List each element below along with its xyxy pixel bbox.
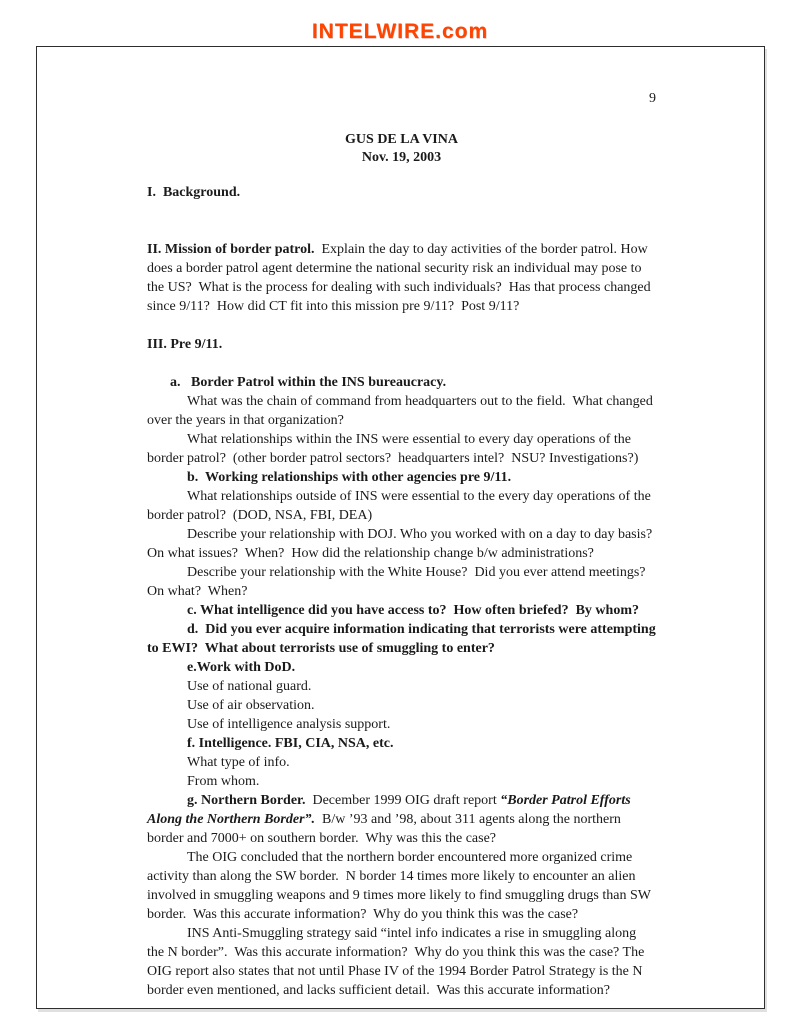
paragraph <box>147 335 656 354</box>
text-run: e.Work with DoD. <box>187 660 296 675</box>
text-run: INS Anti-Smuggling strategy said “intel info indicates a rise in smuggling along the N border”. Was this accurate information? Why do you think this was the case? The OIG report also states that not until Phase IV of the 1994 Border Patrol Strategy is the N border even mentioned, and lacks sufficient detail. Was this accurate information? <box>147 926 648 998</box>
paragraph <box>147 430 656 468</box>
text-run: a. Border Patrol within the INS bureaucracy. <box>170 375 447 390</box>
text-run: g. Northern Border. <box>187 793 306 808</box>
text-run: Describe your relationship with DOJ. Who you worked with on a day to day basis? On what issues? When? How did the relationship change b/w administrations? <box>147 527 660 561</box>
paragraph <box>147 924 656 1000</box>
paragraph <box>147 848 656 924</box>
text-run: What relationships within the INS were essential to every day operations of the border patrol? (other border patrol sectors? headquarters intel? NSU? Investigations?) <box>147 432 639 466</box>
document-body <box>147 183 660 1000</box>
paragraph <box>147 601 656 620</box>
paragraph <box>147 373 656 392</box>
paragraph <box>147 563 656 601</box>
text-run: Explain the day to day activities of the border patrol. How does a border patrol agent determine the national security risk an individual may pose to the US? What is the process for dealing with such individuals? Has that process changed since 9/11? How did CT fit into this mission pre 9/11? Post 9/11? <box>147 242 655 314</box>
text-run: Use of intelligence analysis support. <box>187 717 391 732</box>
text-run: Describe your relationship with the White House? Did you ever attend meetings? On what? When? <box>147 565 649 599</box>
paragraph <box>147 620 660 658</box>
paragraph <box>147 658 656 677</box>
text-run: From whom. <box>187 774 260 789</box>
text-run: f. Intelligence. FBI, CIA, NSA, etc. <box>187 736 394 751</box>
text-run: The OIG concluded that the northern border encountered more organized crime activity than along the SW border. N border 14 times more likely to encounter an alien involved in smuggling weapons and 9 times more likely to find smuggling drugs than SW border. Was this accurate information? Why do you think this was the case? <box>147 850 655 922</box>
paragraph <box>147 487 656 525</box>
text-run: c. What intelligence did you have access to? How often briefed? By whom? <box>187 603 639 618</box>
paragraph <box>147 525 660 563</box>
text-run: What was the chain of command from headquarters out to the field. What changed over the years in that organization? <box>147 394 657 428</box>
paragraph <box>147 392 656 430</box>
text-run: “Border Patrol Efforts Along the Northern Border”. <box>147 793 634 827</box>
text-run: III. Pre 9/11. <box>147 337 223 352</box>
paragraph <box>147 715 656 734</box>
text-run: II. Mission of border patrol. <box>147 242 315 257</box>
text-run: I. Background. <box>147 185 241 200</box>
paragraph <box>147 734 656 753</box>
paragraph <box>147 183 656 202</box>
paragraph <box>147 753 656 772</box>
document-page <box>36 46 765 1009</box>
document-date: Nov. 19, 2003 <box>361 150 442 165</box>
page-number: 9 <box>649 91 656 106</box>
paragraph <box>147 677 656 696</box>
text-run: B/w ’93 and ’98, about 311 agents along the northern border and 7000+ on southern border. Why was this the case? <box>147 812 625 846</box>
text-run: What relationships outside of INS were essential to the every day operations of the border patrol? (DOD, NSA, FBI, DEA) <box>147 489 655 523</box>
paragraph <box>147 468 656 487</box>
text-run: b. Working relationships with other agencies pre 9/11. <box>187 470 512 485</box>
text-run: d. Did you ever acquire information indicating that terrorists were attempting to EWI? What about terrorists use of smuggling to enter? <box>147 622 660 656</box>
document-title: GUS DE LA VINA <box>345 132 458 147</box>
paragraph <box>147 696 656 715</box>
text-run: Use of air observation. <box>187 698 315 713</box>
text-run: December 1999 OIG draft report <box>305 793 501 808</box>
site-header: INTELWIRE.com <box>311 20 489 43</box>
text-run: What type of info. <box>187 755 290 770</box>
paragraph <box>147 791 656 848</box>
paragraph <box>147 772 656 791</box>
paragraph <box>147 240 656 316</box>
text-run: Use of national guard. <box>187 679 312 694</box>
